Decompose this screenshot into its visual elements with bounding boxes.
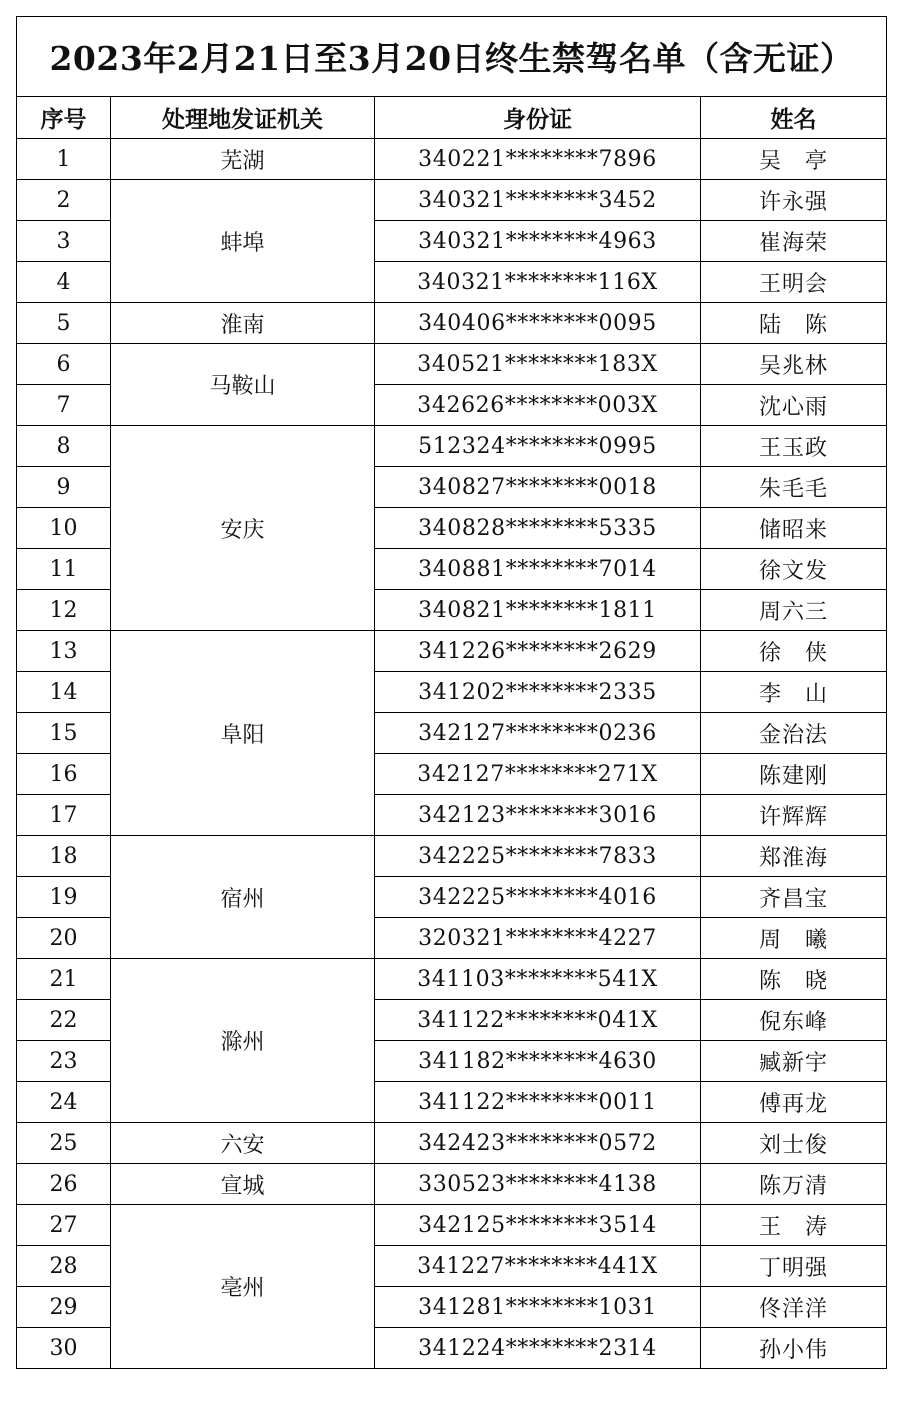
seq-cell: 19 [17, 877, 111, 918]
agency-cell: 亳州 [111, 1205, 375, 1369]
seq-cell: 22 [17, 1000, 111, 1041]
seq-cell: 8 [17, 426, 111, 467]
id-number-cell: 330523********4138 [375, 1164, 701, 1205]
id-number-cell: 340821********1811 [375, 590, 701, 631]
name-cell: 许辉辉 [701, 795, 887, 836]
id-number-cell: 341281********1031 [375, 1287, 701, 1328]
title-row [17, 17, 887, 97]
name-cell: 刘士俊 [701, 1123, 887, 1164]
name-cell: 王 涛 [701, 1205, 887, 1246]
agency-cell: 芜湖 [111, 139, 375, 180]
seq-cell: 20 [17, 918, 111, 959]
seq-cell: 29 [17, 1287, 111, 1328]
seq-cell: 23 [17, 1041, 111, 1082]
agency-cell: 阜阳 [111, 631, 375, 836]
seq-cell: 5 [17, 303, 111, 344]
name-cell: 傅再龙 [701, 1082, 887, 1123]
agency-cell: 六安 [111, 1123, 375, 1164]
id-number-cell: 340521********183X [375, 344, 701, 385]
id-number-cell: 342423********0572 [375, 1123, 701, 1164]
name-cell: 臧新宇 [701, 1041, 887, 1082]
name-cell: 吴 亭 [701, 139, 887, 180]
seq-cell: 27 [17, 1205, 111, 1246]
id-number-cell: 342125********3514 [375, 1205, 701, 1246]
table-row [17, 1123, 887, 1164]
id-number-cell: 341226********2629 [375, 631, 701, 672]
seq-cell: 4 [17, 262, 111, 303]
seq-cell: 6 [17, 344, 111, 385]
agency-cell: 宿州 [111, 836, 375, 959]
name-cell: 王玉政 [701, 426, 887, 467]
seq-cell: 15 [17, 713, 111, 754]
seq-cell: 1 [17, 139, 111, 180]
seq-cell: 12 [17, 590, 111, 631]
name-cell: 沈心雨 [701, 385, 887, 426]
id-number-cell: 342626********003X [375, 385, 701, 426]
name-cell: 徐 侠 [701, 631, 887, 672]
id-number-cell: 341182********4630 [375, 1041, 701, 1082]
table-row [17, 426, 887, 467]
id-number-cell: 512324********0995 [375, 426, 701, 467]
table-row [17, 139, 887, 180]
name-cell: 陈万清 [701, 1164, 887, 1205]
id-number-cell: 340321********3452 [375, 180, 701, 221]
id-number-cell: 340828********5335 [375, 508, 701, 549]
id-number-cell: 342225********4016 [375, 877, 701, 918]
name-cell: 陈建刚 [701, 754, 887, 795]
table-row [17, 959, 887, 1000]
seq-cell: 17 [17, 795, 111, 836]
id-number-cell: 341224********2314 [375, 1328, 701, 1369]
seq-cell: 16 [17, 754, 111, 795]
id-number-cell: 340321********4963 [375, 221, 701, 262]
name-cell: 李 山 [701, 672, 887, 713]
name-cell: 倪东峰 [701, 1000, 887, 1041]
seq-cell: 28 [17, 1246, 111, 1287]
seq-cell: 18 [17, 836, 111, 877]
seq-cell: 30 [17, 1328, 111, 1369]
name-cell: 周六三 [701, 590, 887, 631]
id-number-cell: 341122********0011 [375, 1082, 701, 1123]
page-title: 2023年2月21日至3月20日终生禁驾名单（含无证） [17, 17, 887, 97]
name-cell: 朱毛毛 [701, 467, 887, 508]
name-cell: 陈 晓 [701, 959, 887, 1000]
document-sheet [16, 16, 886, 1369]
id-number-cell: 341103********541X [375, 959, 701, 1000]
id-number-cell: 320321********4227 [375, 918, 701, 959]
name-cell: 储昭来 [701, 508, 887, 549]
id-number-cell: 342127********271X [375, 754, 701, 795]
header-row [17, 97, 887, 139]
name-cell: 佟洋洋 [701, 1287, 887, 1328]
name-cell: 许永强 [701, 180, 887, 221]
seq-cell: 7 [17, 385, 111, 426]
header-seq: 序号 [17, 97, 111, 139]
id-number-cell: 340827********0018 [375, 467, 701, 508]
name-cell: 郑淮海 [701, 836, 887, 877]
table-row [17, 180, 887, 221]
id-number-cell: 342225********7833 [375, 836, 701, 877]
id-number-cell: 342123********3016 [375, 795, 701, 836]
id-number-cell: 340406********0095 [375, 303, 701, 344]
header-agency: 处理地发证机关 [111, 97, 375, 139]
seq-cell: 2 [17, 180, 111, 221]
id-number-cell: 341202********2335 [375, 672, 701, 713]
seq-cell: 21 [17, 959, 111, 1000]
table-row [17, 631, 887, 672]
header-id: 身份证 [375, 97, 701, 139]
seq-cell: 13 [17, 631, 111, 672]
name-cell: 金治法 [701, 713, 887, 754]
id-number-cell: 342127********0236 [375, 713, 701, 754]
name-cell: 吴兆林 [701, 344, 887, 385]
name-cell: 王明会 [701, 262, 887, 303]
table-row [17, 1205, 887, 1246]
agency-cell: 安庆 [111, 426, 375, 631]
table-row [17, 344, 887, 385]
seq-cell: 9 [17, 467, 111, 508]
seq-cell: 14 [17, 672, 111, 713]
table-row [17, 1164, 887, 1205]
name-cell: 孙小伟 [701, 1328, 887, 1369]
seq-cell: 24 [17, 1082, 111, 1123]
id-number-cell: 340321********116X [375, 262, 701, 303]
id-number-cell: 340881********7014 [375, 549, 701, 590]
agency-cell: 滁州 [111, 959, 375, 1123]
ban-list-table [16, 16, 887, 1369]
agency-cell: 宣城 [111, 1164, 375, 1205]
name-cell: 丁明强 [701, 1246, 887, 1287]
agency-cell: 马鞍山 [111, 344, 375, 426]
seq-cell: 3 [17, 221, 111, 262]
name-cell: 陆 陈 [701, 303, 887, 344]
table-body [17, 139, 887, 1369]
agency-cell: 淮南 [111, 303, 375, 344]
name-cell: 周 曦 [701, 918, 887, 959]
header-name: 姓名 [701, 97, 887, 139]
id-number-cell: 341227********441X [375, 1246, 701, 1287]
id-number-cell: 340221********7896 [375, 139, 701, 180]
seq-cell: 25 [17, 1123, 111, 1164]
name-cell: 徐文发 [701, 549, 887, 590]
seq-cell: 11 [17, 549, 111, 590]
table-row [17, 836, 887, 877]
seq-cell: 10 [17, 508, 111, 549]
table-row [17, 303, 887, 344]
name-cell: 齐昌宝 [701, 877, 887, 918]
id-number-cell: 341122********041X [375, 1000, 701, 1041]
seq-cell: 26 [17, 1164, 111, 1205]
agency-cell: 蚌埠 [111, 180, 375, 303]
name-cell: 崔海荣 [701, 221, 887, 262]
